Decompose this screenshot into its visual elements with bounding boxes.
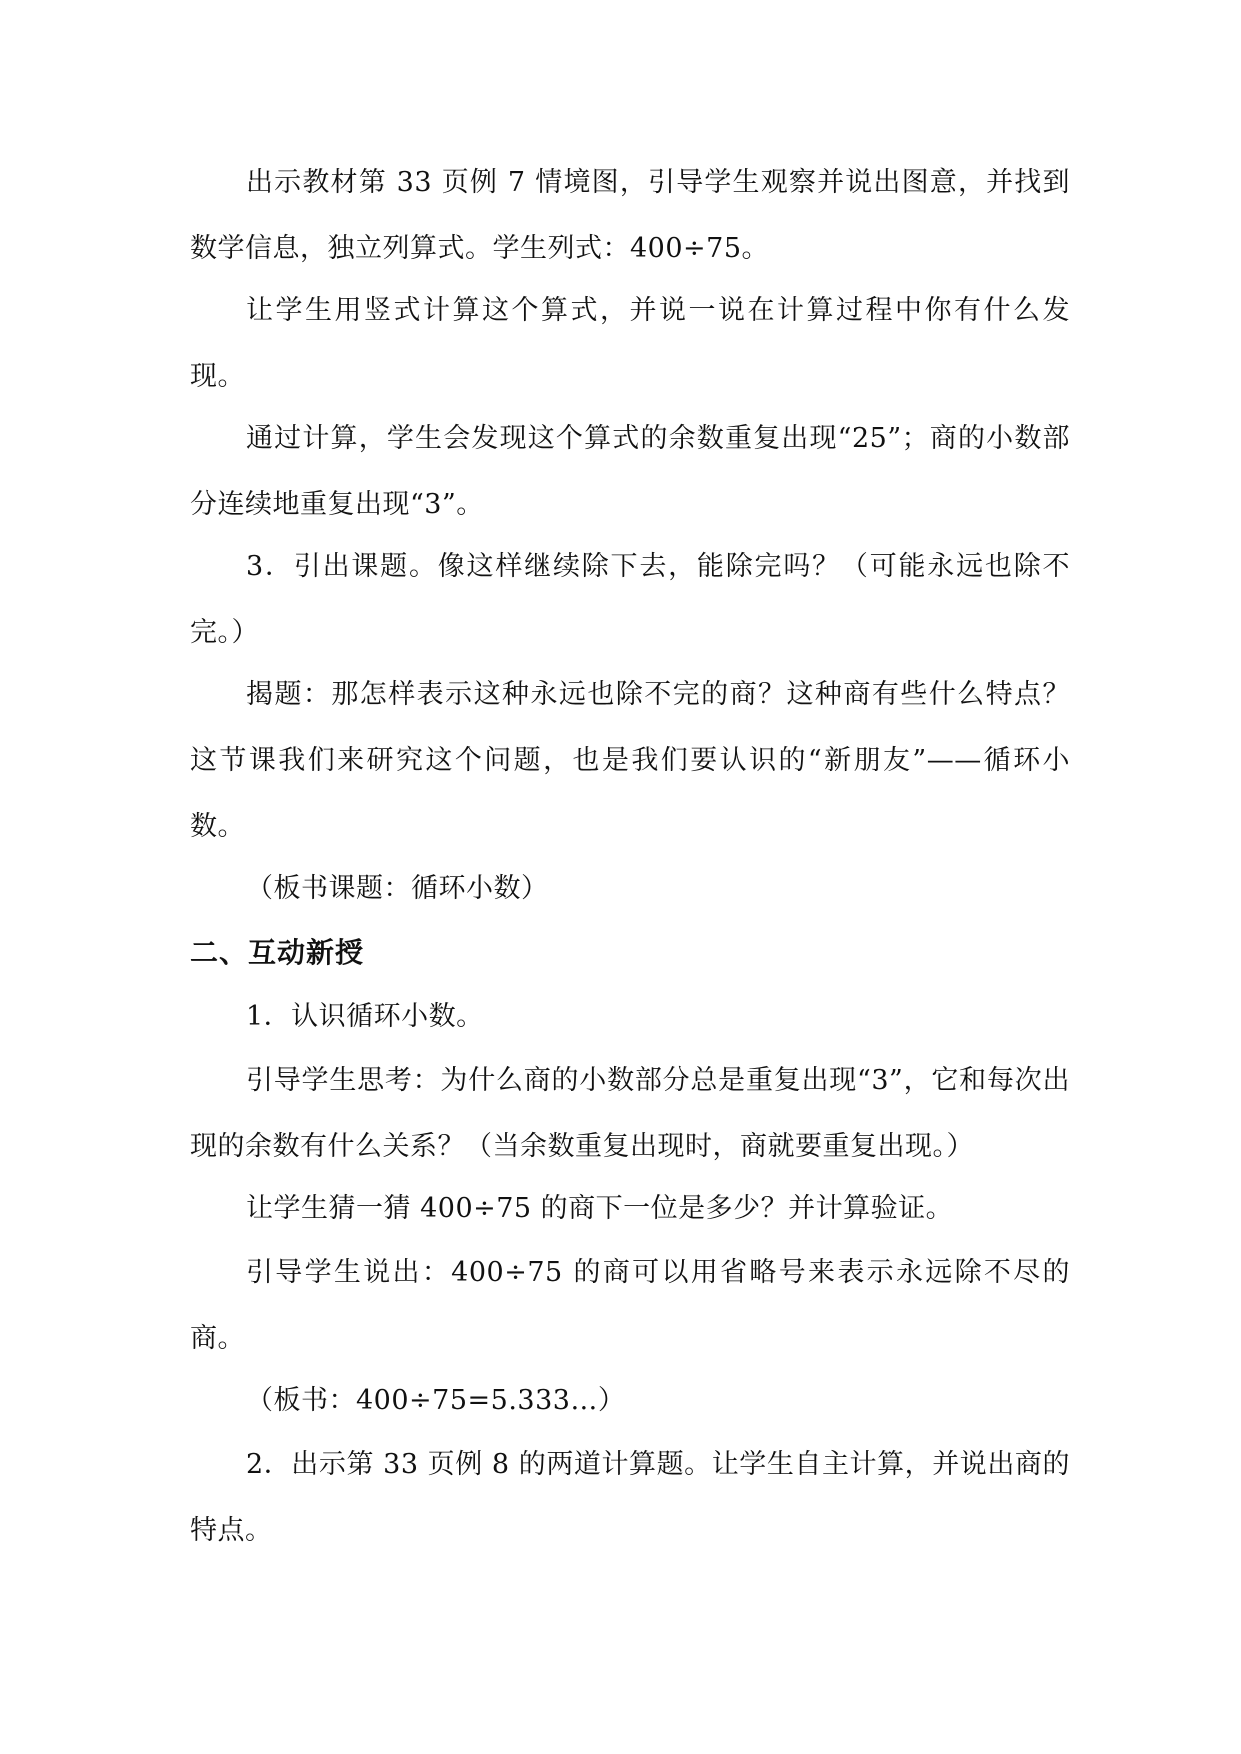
paragraph-introduce-topic: 3．引出课题。像这样继续除下去，能除完吗？（可能永远也除不完。） — [190, 551, 1070, 648]
paragraph-step2: 2．出示第 33 页例 8 的两道计算题。让学生自主计算，并说出商的特点。 — [190, 1449, 1070, 1546]
section-heading: 二、互动新授 — [190, 936, 365, 969]
paragraph-intro-example7: 出示教材第 33 页例 7 情境图，引导学生观察并说出图意，并找到数学信息，独立列算式。学生列式：400÷75。 — [190, 167, 1070, 264]
paragraph-vertical-calculation: 让学生用竖式计算这个算式，并说一说在计算过程中你有什么发现。 — [190, 295, 1070, 392]
paragraph-guess-next-digit: 让学生猜一猜 400÷75 的商下一位是多少？并计算验证。 — [246, 1193, 954, 1224]
paragraph-guided-thinking: 引导学生思考：为什么商的小数部分总是重复出现“3”，它和每次出现的余数有什么关系？（当余数重复出现时，商就要重复出现。） — [190, 1065, 1070, 1162]
paragraph-board-equation: （板书：400÷75=5.333…） — [246, 1385, 626, 1416]
paragraph-step1: 1．认识循环小数。 — [246, 1001, 484, 1032]
paragraph-discovery: 通过计算，学生会发现这个算式的余数重复出现“25”；商的小数部分连续地重复出现“3”。 — [190, 423, 1070, 520]
paragraph-reveal-topic: 揭题：那怎样表示这种永远也除不完的商？这种商有些什么特点？这节课我们来研究这个问题，也是我们要认识的“新朋友”——循环小数。 — [190, 679, 1070, 842]
paragraph-board-title: （板书课题：循环小数） — [246, 873, 549, 904]
paragraph-ellipsis-notation: 引导学生说出：400÷75 的商可以用省略号来表示永远除不尽的商。 — [190, 1257, 1070, 1354]
